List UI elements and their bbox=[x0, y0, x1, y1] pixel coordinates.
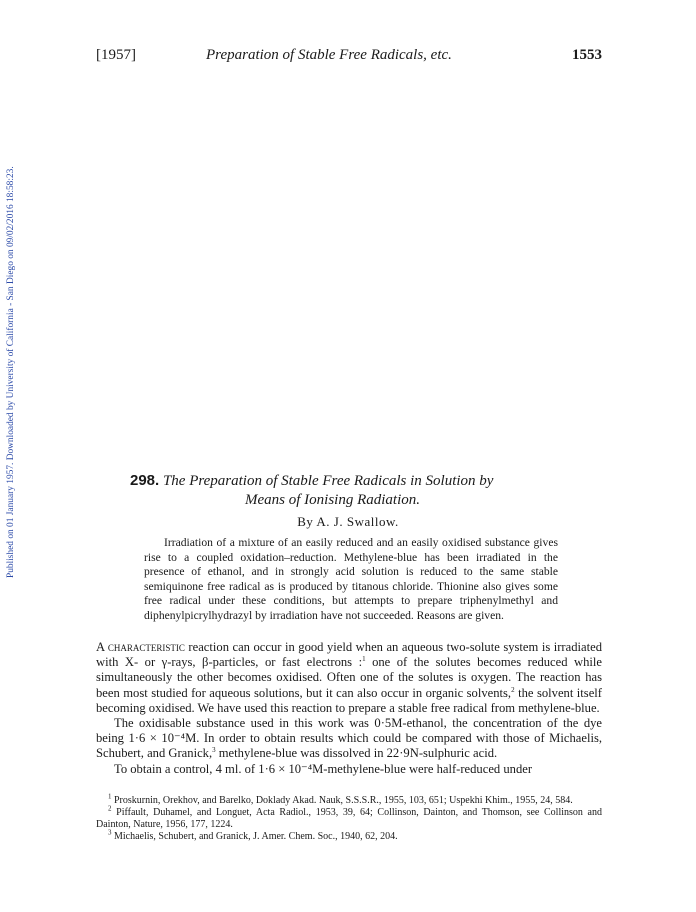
title-line-2: Means of Ionising Radiation. bbox=[245, 492, 420, 508]
paragraph-2 bbox=[96, 716, 602, 762]
footnote-text: Piffault, Duhamel, and Longuet, Acta Radiol., 1953, 39, 64; Collinson, Dainton, and Thomson, see Collinson and Dainton, Nature, 1956, 177, 1224. bbox=[96, 807, 602, 830]
footnote-text: Michaelis, Schubert, and Granick, J. Amer. Chem. Soc., 1940, 62, 204. bbox=[111, 831, 398, 842]
paragraph-1-part-b: one of the solutes becomes reduced while simultaneously the other becomes oxidised. Often one of the solutes is oxygen. The reaction has been most studied for aqueous solutions, but it can also occur in organic solvents, bbox=[96, 655, 602, 700]
paragraph-2-part-a: The oxidisable substance used in this work was 0·5M-ethanol, the concentration of the dye being 1·6 × 10⁻⁴M. In order to obtain results which could be compared with those of Michaelis, Schubert, and Granick, bbox=[96, 716, 602, 761]
page-number: 1553 bbox=[572, 47, 602, 63]
footnotes bbox=[96, 792, 602, 843]
reference-marker: 1 bbox=[362, 655, 366, 664]
paragraph-3: To obtain a control, 4 ml. of 1·6 × 10⁻⁴M-methylene-blue were half-reduced under bbox=[114, 761, 533, 776]
footnote-text: Proskurnin, Orekhov, and Barelko, Doklady Akad. Nauk, S.S.S.R., 1955, 103, 651; Uspekhi Khim., 1955, 24, 584. bbox=[111, 795, 573, 806]
paragraph-1 bbox=[96, 640, 602, 716]
header-running-title: Preparation of Stable Free Radicals, etc. bbox=[206, 47, 452, 63]
header-year: [1957] bbox=[96, 47, 136, 63]
footnote-number: 2 bbox=[108, 804, 112, 813]
abstract-text: Irradiation of a mixture of an easily reduced and an easily oxidised substance gives rise to a coupled oxidation–reduction. Methylene-blue has been irradiated in the presence of ethanol, and in strongly acid solution is reduced to the same stable semiquinone free radical as is produced by titanous chloride. Thionine also gives some free radical under these conditions, but attempts to prepare triphenylmethyl and diphenylpicrylhydrazyl by irradiation have not succeeded. Reasons are given. bbox=[144, 536, 558, 622]
download-provenance-note: Published on 01 January 1957. Downloaded by University of California - San Diego on 09/02/2016 18:58:23. bbox=[6, 166, 16, 578]
title-line-1: The Preparation of Stable Free Radicals in Solution by bbox=[162, 473, 494, 489]
paragraph-1-part-c: the solvent itself becoming oxidised. We have used this reaction to prepare a stable free radical from methylene-blue. bbox=[96, 685, 602, 715]
footnote bbox=[96, 828, 602, 843]
byline: By A. J. Swallow. bbox=[297, 514, 399, 529]
running-header bbox=[96, 47, 602, 67]
reference-marker: 2 bbox=[511, 685, 515, 694]
paragraph-2-part-b: methylene-blue was dissolved in 22·9N-sulphuric acid. bbox=[215, 746, 498, 761]
footnote-number: 1 bbox=[108, 792, 112, 801]
reference-marker: 3 bbox=[212, 746, 216, 755]
article-number: 298. bbox=[130, 472, 160, 489]
footnote-number: 3 bbox=[108, 828, 112, 837]
paragraph-1-part-a: reaction can occur in good yield when an aqueous two-solute system is irradiated with X- or γ-rays, β-particles, or fast electrons : bbox=[96, 640, 602, 670]
body-text bbox=[96, 640, 602, 777]
footnote bbox=[96, 804, 602, 831]
footnote bbox=[96, 792, 602, 807]
abstract bbox=[144, 536, 558, 624]
paragraph-lead: A characteristic bbox=[96, 640, 185, 654]
article-title bbox=[130, 471, 580, 510]
